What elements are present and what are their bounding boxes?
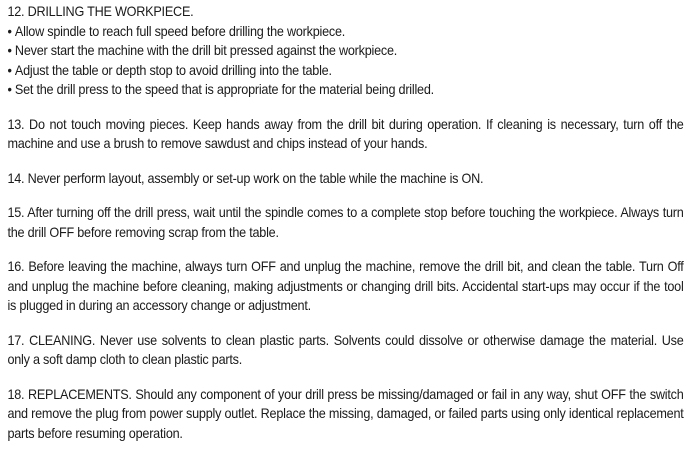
section-12-bullet-list (7, 22, 683, 100)
paragraph-14: 14. Never perform layout, assembly or set-up work on the table while the machine is ON. (7, 170, 484, 186)
paragraph-18: 18. REPLACEMENTS. Should any component of your drill press be missing/damaged or fail in any way, shut OFF the switch and remove the plug from power supply outlet. Replace the missing, damaged, or failed parts using only identical replacement parts before resuming operation. (7, 386, 684, 441)
paragraph-16: 16. Before leaving the machine, always turn OFF and unplug the machine, remove the drill bit, and clean the table. Turn Off and unplug the machine before cleaning, making adjustments or changing drill bits. Accidental start-ups may occur if the tool is plugged in during an accessory change or adjustment. (7, 259, 684, 313)
section-12-heading: 12. DRILLING THE WORKPIECE. (7, 4, 194, 19)
paragraph-15: 15. After turning off the drill press, wait until the spindle comes to a complete stop before touching the workpiece. Always turn the drill OFF before removing scrap from the table. (7, 205, 684, 240)
paragraph-13: 13. Do not touch moving pieces. Keep hands away from the drill bit during operation. If cleaning is necessary, turn off the machine and use a brush to remove sawdust and chips instead of your hands. (7, 116, 684, 151)
bullet-item: • Never start the machine with the drill bit pressed against the workpiece. (7, 41, 683, 61)
bullet-item: • Allow spindle to reach full speed before drilling the workpiece. (7, 22, 683, 42)
paragraph-17: 17. CLEANING. Never use solvents to clean plastic parts. Solvents could dissolve or otherwise damage the material. Use only a soft damp cloth to clean plastic parts. (7, 332, 684, 367)
bullet-item: • Set the drill press to the speed that is appropriate for the material being drilled. (7, 80, 683, 100)
bullet-item: • Adjust the table or depth stop to avoid drilling into the table. (7, 61, 683, 81)
